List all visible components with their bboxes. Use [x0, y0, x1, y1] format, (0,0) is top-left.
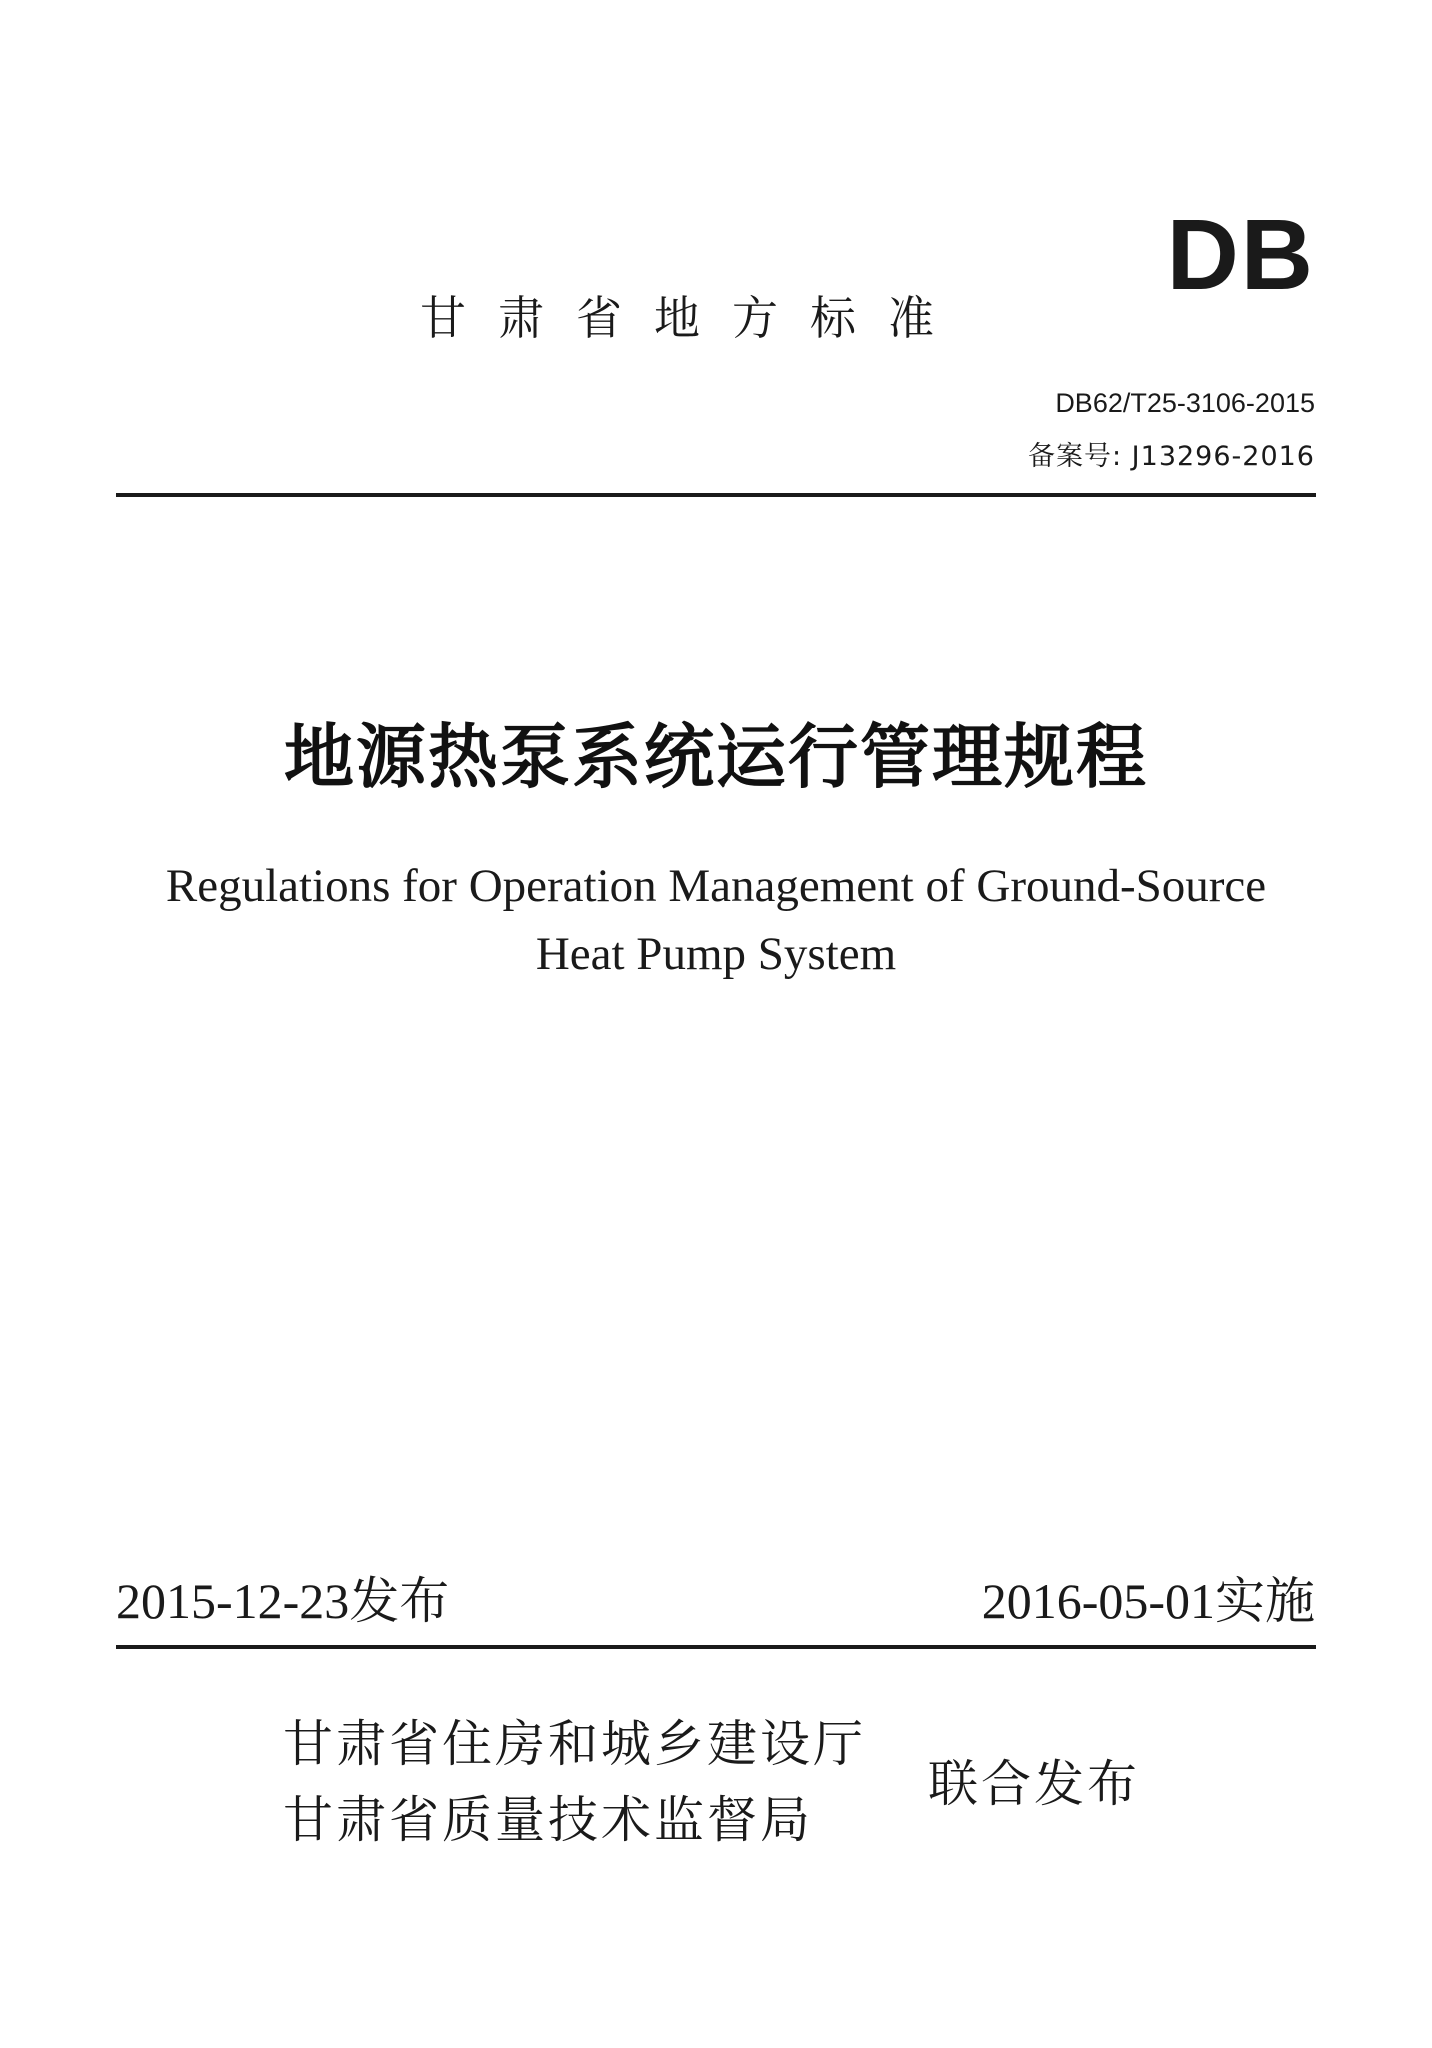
standard-number: DB62/T25-3106-2015	[1055, 388, 1315, 418]
title-english	[0, 852, 1432, 988]
bottom-divider	[116, 1645, 1316, 1649]
effective-date: 2016-05-01实施	[981, 1573, 1315, 1629]
issue-date: 2015-12-23发布	[116, 1573, 450, 1629]
joint-issue-label: 联合发布	[928, 1755, 1140, 1813]
issuer-line2: 甘肃省质量技术监督局	[283, 1791, 813, 1849]
issuing-authorities	[283, 1706, 866, 1858]
record-number: 备案号: J13296-2016	[1028, 441, 1315, 472]
title-english-line2: Heat Pump System	[535, 928, 897, 980]
standard-category: 甘肃省地方标准	[420, 291, 966, 345]
top-divider	[116, 493, 1316, 497]
db-mark: DB	[1166, 199, 1315, 311]
title-chinese: 地源热泵系统运行管理规程	[284, 715, 1148, 798]
issuer-line1: 甘肃省住房和城乡建设厅	[283, 1715, 866, 1773]
title-english-line1: Regulations for Operation Management of Ground-Source	[165, 860, 1267, 912]
